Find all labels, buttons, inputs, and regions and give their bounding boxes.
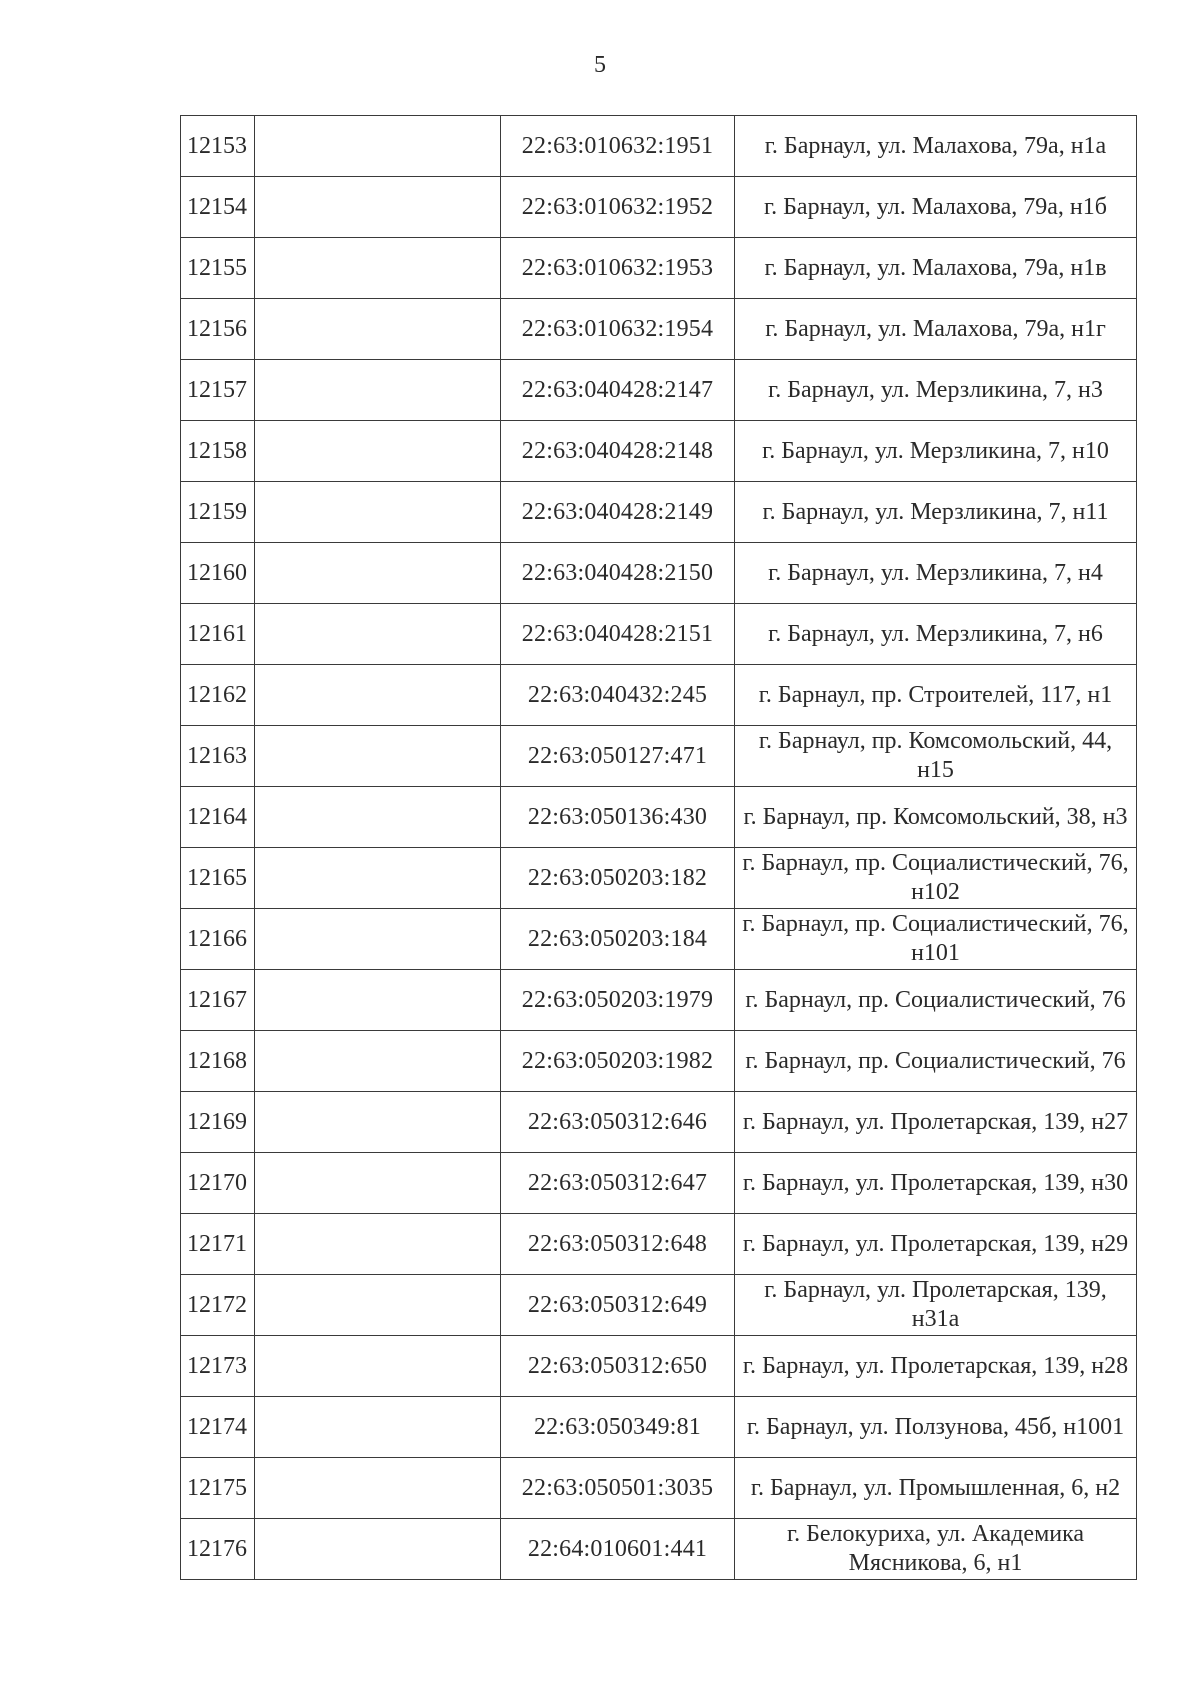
row-number-cell: 12167 (181, 970, 255, 1031)
cadastral-number-cell: 22:63:050312:650 (501, 1336, 735, 1397)
empty-cell (255, 1275, 501, 1336)
row-number-cell: 12165 (181, 848, 255, 909)
empty-cell (255, 299, 501, 360)
empty-cell (255, 726, 501, 787)
empty-cell (255, 848, 501, 909)
table-row (181, 116, 1137, 177)
row-number-cell: 12175 (181, 1458, 255, 1519)
table-row (181, 1275, 1137, 1336)
row-number-cell: 12156 (181, 299, 255, 360)
cadastral-number-cell: 22:63:050312:647 (501, 1153, 735, 1214)
address-cell: г. Барнаул, ул. Пролетарская, 139, н30 (735, 1153, 1137, 1214)
empty-cell (255, 421, 501, 482)
cadastral-number-cell: 22:63:050312:649 (501, 1275, 735, 1336)
cadastral-number-cell: 22:63:040428:2151 (501, 604, 735, 665)
row-number-cell: 12162 (181, 665, 255, 726)
cadastral-number-cell: 22:63:050312:646 (501, 1092, 735, 1153)
row-number-cell: 12176 (181, 1519, 255, 1580)
address-cell: г. Барнаул, пр. Комсомольский, 38, н3 (735, 787, 1137, 848)
empty-cell (255, 604, 501, 665)
empty-cell (255, 543, 501, 604)
address-cell: г. Барнаул, ул. Промышленная, 6, н2 (735, 1458, 1137, 1519)
table-row (181, 421, 1137, 482)
row-number-cell: 12159 (181, 482, 255, 543)
row-number-cell: 12172 (181, 1275, 255, 1336)
table-row (181, 1214, 1137, 1275)
table-body (181, 116, 1137, 1580)
cadastral-number-cell: 22:63:050349:81 (501, 1397, 735, 1458)
empty-cell (255, 1336, 501, 1397)
table-row (181, 604, 1137, 665)
row-number-cell: 12171 (181, 1214, 255, 1275)
row-number-cell: 12173 (181, 1336, 255, 1397)
empty-cell (255, 1214, 501, 1275)
table-row (181, 1397, 1137, 1458)
address-cell: г. Барнаул, пр. Строителей, 117, н1 (735, 665, 1137, 726)
table-row (181, 665, 1137, 726)
cadastral-number-cell: 22:63:040428:2150 (501, 543, 735, 604)
cadastral-number-cell: 22:63:010632:1953 (501, 238, 735, 299)
row-number-cell: 12160 (181, 543, 255, 604)
row-number-cell: 12163 (181, 726, 255, 787)
table-row (181, 1336, 1137, 1397)
address-cell: г. Барнаул, пр. Комсомольский, 44, н15 (735, 726, 1137, 787)
address-cell: г. Барнаул, ул. Малахова, 79а, н1б (735, 177, 1137, 238)
cadastral-number-cell: 22:63:010632:1952 (501, 177, 735, 238)
row-number-cell: 12153 (181, 116, 255, 177)
row-number-cell: 12154 (181, 177, 255, 238)
address-cell: г. Барнаул, ул. Ползунова, 45б, н1001 (735, 1397, 1137, 1458)
table-row (181, 1458, 1137, 1519)
table-row (181, 848, 1137, 909)
cadastral-number-cell: 22:63:050203:182 (501, 848, 735, 909)
table-row (181, 909, 1137, 970)
table-row (181, 238, 1137, 299)
empty-cell (255, 1153, 501, 1214)
address-cell: г. Барнаул, ул. Малахова, 79а, н1в (735, 238, 1137, 299)
empty-cell (255, 909, 501, 970)
row-number-cell: 12168 (181, 1031, 255, 1092)
cadastral-number-cell: 22:63:050127:471 (501, 726, 735, 787)
property-table (180, 115, 1137, 1580)
cadastral-number-cell: 22:64:010601:441 (501, 1519, 735, 1580)
row-number-cell: 12155 (181, 238, 255, 299)
row-number-cell: 12164 (181, 787, 255, 848)
table-row (181, 787, 1137, 848)
table-row (181, 970, 1137, 1031)
cadastral-number-cell: 22:63:010632:1954 (501, 299, 735, 360)
empty-cell (255, 360, 501, 421)
table-row (181, 1092, 1137, 1153)
cadastral-number-cell: 22:63:050312:648 (501, 1214, 735, 1275)
cadastral-number-cell: 22:63:050203:1979 (501, 970, 735, 1031)
address-cell: г. Барнаул, ул. Малахова, 79а, н1а (735, 116, 1137, 177)
row-number-cell: 12161 (181, 604, 255, 665)
address-cell: г. Белокуриха, ул. Академика Мясникова, 6, н1 (735, 1519, 1137, 1580)
cadastral-number-cell: 22:63:010632:1951 (501, 116, 735, 177)
cadastral-number-cell: 22:63:040428:2147 (501, 360, 735, 421)
cadastral-number-cell: 22:63:040428:2149 (501, 482, 735, 543)
empty-cell (255, 1458, 501, 1519)
address-cell: г. Барнаул, ул. Мерзликина, 7, н6 (735, 604, 1137, 665)
address-cell: г. Барнаул, ул. Мерзликина, 7, н4 (735, 543, 1137, 604)
address-cell: г. Барнаул, пр. Социалистический, 76 (735, 1031, 1137, 1092)
empty-cell (255, 1092, 501, 1153)
row-number-cell: 12157 (181, 360, 255, 421)
table-row (181, 726, 1137, 787)
address-cell: г. Барнаул, пр. Социалистический, 76, н101 (735, 909, 1137, 970)
address-cell: г. Барнаул, ул. Малахова, 79а, н1г (735, 299, 1137, 360)
address-cell: г. Барнаул, пр. Социалистический, 76 (735, 970, 1137, 1031)
address-cell: г. Барнаул, ул. Пролетарская, 139, н27 (735, 1092, 1137, 1153)
row-number-cell: 12158 (181, 421, 255, 482)
row-number-cell: 12166 (181, 909, 255, 970)
table-row (181, 1153, 1137, 1214)
empty-cell (255, 665, 501, 726)
empty-cell (255, 1397, 501, 1458)
empty-cell (255, 1031, 501, 1092)
table-row (181, 1519, 1137, 1580)
table-row (181, 360, 1137, 421)
table-row (181, 543, 1137, 604)
empty-cell (255, 787, 501, 848)
empty-cell (255, 970, 501, 1031)
row-number-cell: 12170 (181, 1153, 255, 1214)
address-cell: г. Барнаул, ул. Пролетарская, 139, н28 (735, 1336, 1137, 1397)
table-row (181, 299, 1137, 360)
row-number-cell: 12169 (181, 1092, 255, 1153)
address-cell: г. Барнаул, ул. Пролетарская, 139, н29 (735, 1214, 1137, 1275)
cadastral-number-cell: 22:63:050203:184 (501, 909, 735, 970)
table-row (181, 1031, 1137, 1092)
empty-cell (255, 177, 501, 238)
empty-cell (255, 482, 501, 543)
address-cell: г. Барнаул, ул. Мерзликина, 7, н10 (735, 421, 1137, 482)
row-number-cell: 12174 (181, 1397, 255, 1458)
empty-cell (255, 116, 501, 177)
cadastral-number-cell: 22:63:040428:2148 (501, 421, 735, 482)
table-row (181, 177, 1137, 238)
cadastral-number-cell: 22:63:050501:3035 (501, 1458, 735, 1519)
page-number: 5 (594, 52, 606, 78)
address-cell: г. Барнаул, пр. Социалистический, 76, н102 (735, 848, 1137, 909)
address-cell: г. Барнаул, ул. Мерзликина, 7, н11 (735, 482, 1137, 543)
address-cell: г. Барнаул, ул. Мерзликина, 7, н3 (735, 360, 1137, 421)
empty-cell (255, 238, 501, 299)
table-row (181, 482, 1137, 543)
cadastral-number-cell: 22:63:050136:430 (501, 787, 735, 848)
address-cell: г. Барнаул, ул. Пролетарская, 139, н31а (735, 1275, 1137, 1336)
cadastral-number-cell: 22:63:040432:245 (501, 665, 735, 726)
empty-cell (255, 1519, 501, 1580)
cadastral-number-cell: 22:63:050203:1982 (501, 1031, 735, 1092)
